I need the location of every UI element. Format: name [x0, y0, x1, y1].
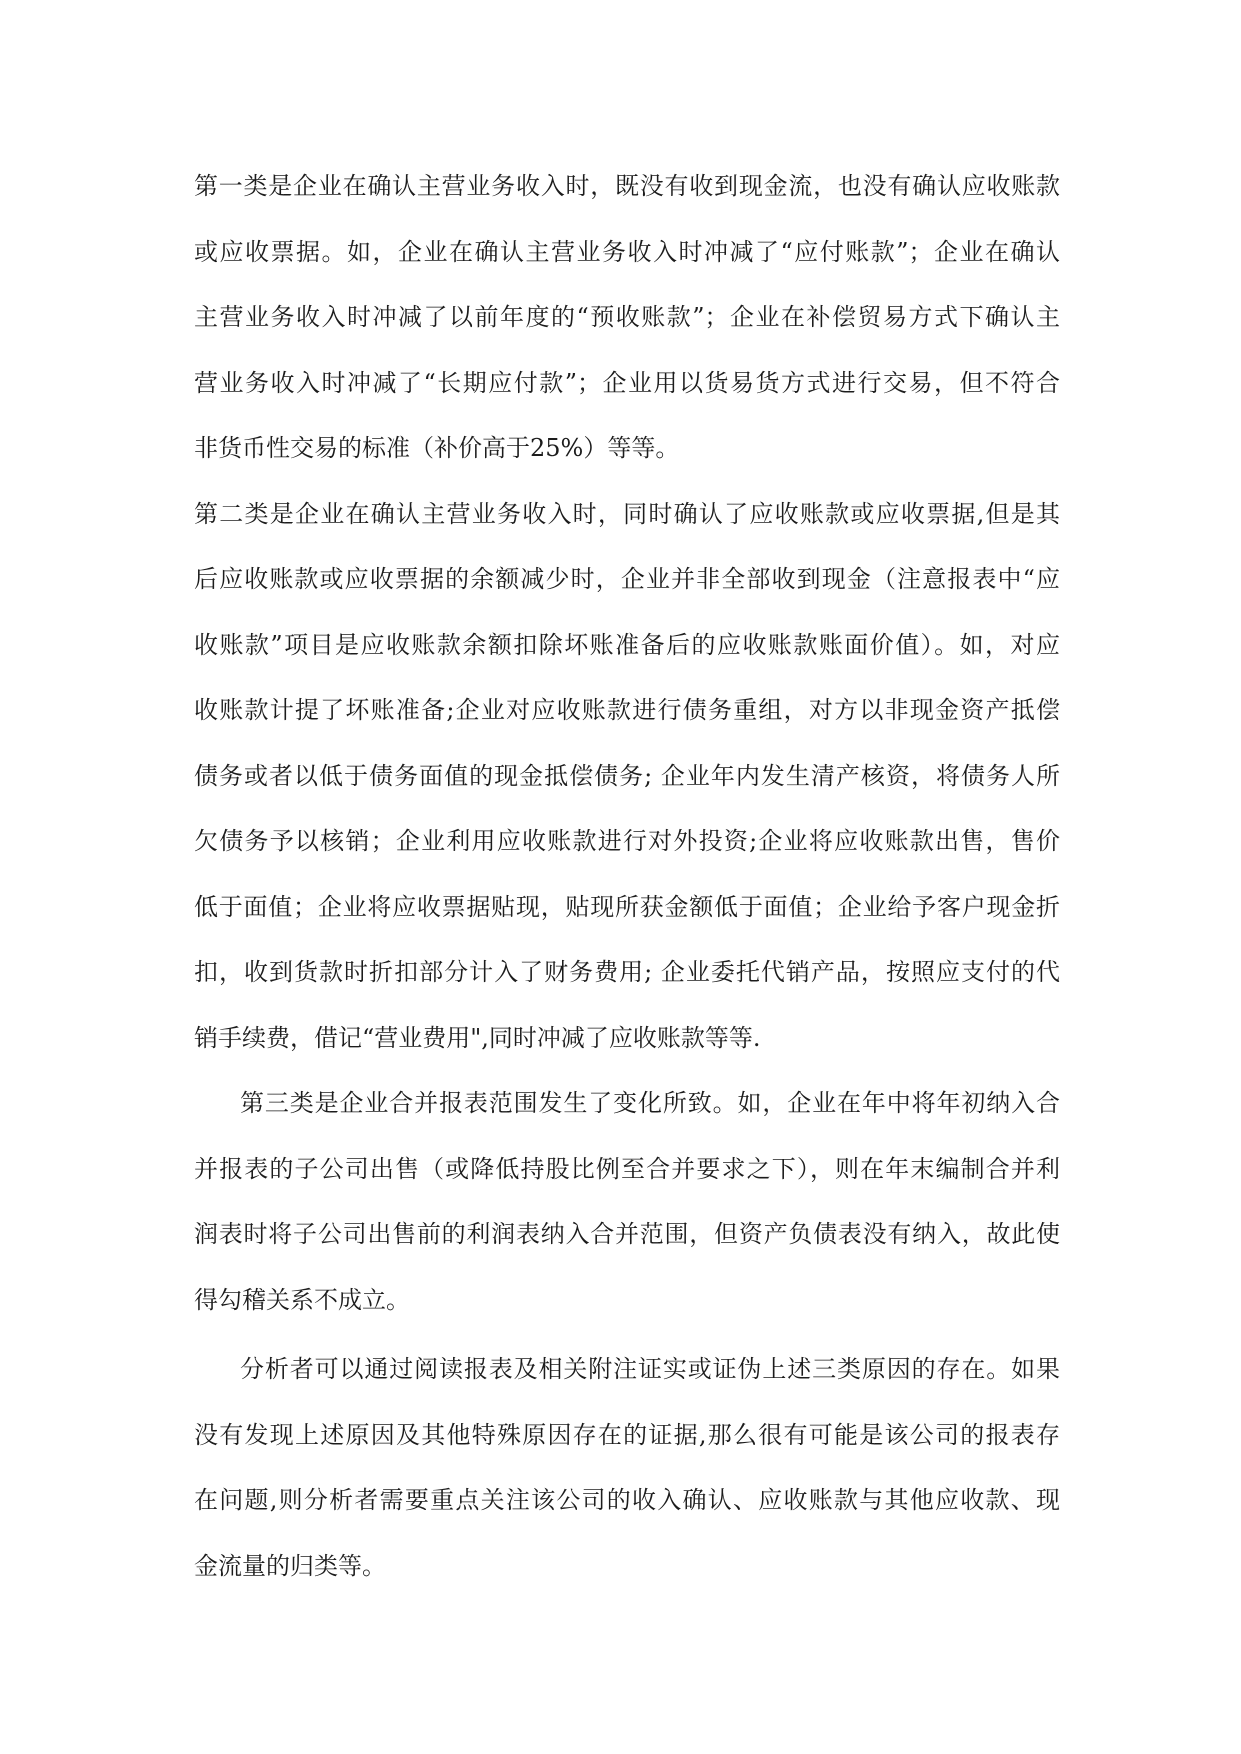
paragraph-category-three: [194, 1071, 1060, 1333]
text-line: 在问题,则分析者需要重点关注该公司的收入确认、应收账款与其他应收款、现: [194, 1486, 1060, 1514]
text-line: 第一类是企业在确认主营业务收入时，既没有收到现金流，也没有确认应收账款: [194, 172, 1060, 200]
text-line: 或应收票据。如，企业在确认主营业务收入时冲减了“应付账款”；企业在确认: [194, 237, 1060, 266]
text-line: 后应收账款或应收票据的余额减少时，企业并非全部收到现金（注意报表中“应: [194, 565, 1060, 593]
text-line: 收账款”项目是应收账款余额扣除坏账准备后的应收账款账面价值）。如，对应: [194, 630, 1060, 659]
text-line: 主营业务收入时冲减了以前年度的“预收账款”；企业在补偿贸易方式下确认主: [194, 303, 1060, 331]
document-body: [194, 154, 1060, 1599]
text-line: 第二类是企业在确认主营业务收入时，同时确认了应收账款或应收票据,但是其: [194, 499, 1060, 528]
text-line: 没有发现上述原因及其他特殊原因存在的证据,那么很有可能是该公司的报表存: [194, 1420, 1060, 1449]
text-line: 润表时将子公司出售前的利润表纳入合并范围，但资产负债表没有纳入，故此使: [194, 1220, 1060, 1248]
text-line: 收账款计提了坏账准备;企业对应收账款进行债务重组，对方以非现金资产抵偿: [194, 696, 1060, 724]
paragraph-category-one: [194, 154, 1060, 482]
text-line: 非货币性交易的标准（补价高于25%）等等。: [194, 434, 680, 462]
text-line: 第三类是企业合并报表范围发生了变化所致。如，企业在年中将年初纳入合: [240, 1089, 1060, 1117]
text-line: 得勾稽关系不成立。: [194, 1285, 410, 1314]
text-line: 低于面值；企业将应收票据贴现，贴现所获金额低于面值；企业给予客户现金折: [194, 892, 1060, 921]
text-line: 欠债务予以核销；企业利用应收账款进行对外投资;企业将应收账款出售，售价: [194, 827, 1060, 855]
paragraph-conclusion: [194, 1337, 1060, 1599]
paragraph-category-two: [194, 482, 1060, 1072]
text-line: 销手续费，借记“营业费用",同时冲减了应收账款等等.: [194, 1023, 761, 1052]
text-line: 营业务收入时冲减了“长期应付款”；企业用以货易货方式进行交易，但不符合: [194, 368, 1060, 397]
text-line: 扣，收到货款时折扣部分计入了财务费用; 企业委托代销产品，按照应支付的代: [194, 958, 1060, 986]
text-line: 并报表的子公司出售（或降低持股比例至合并要求之下），则在年末编制合并利: [194, 1154, 1060, 1183]
text-line: 分析者可以通过阅读报表及相关附注证实或证伪上述三类原因的存在。如果: [240, 1355, 1060, 1383]
text-line: 金流量的归类等。: [194, 1551, 386, 1580]
text-line: 债务或者以低于债务面值的现金抵偿债务; 企业年内发生清产核资，将债务人所: [194, 761, 1060, 790]
